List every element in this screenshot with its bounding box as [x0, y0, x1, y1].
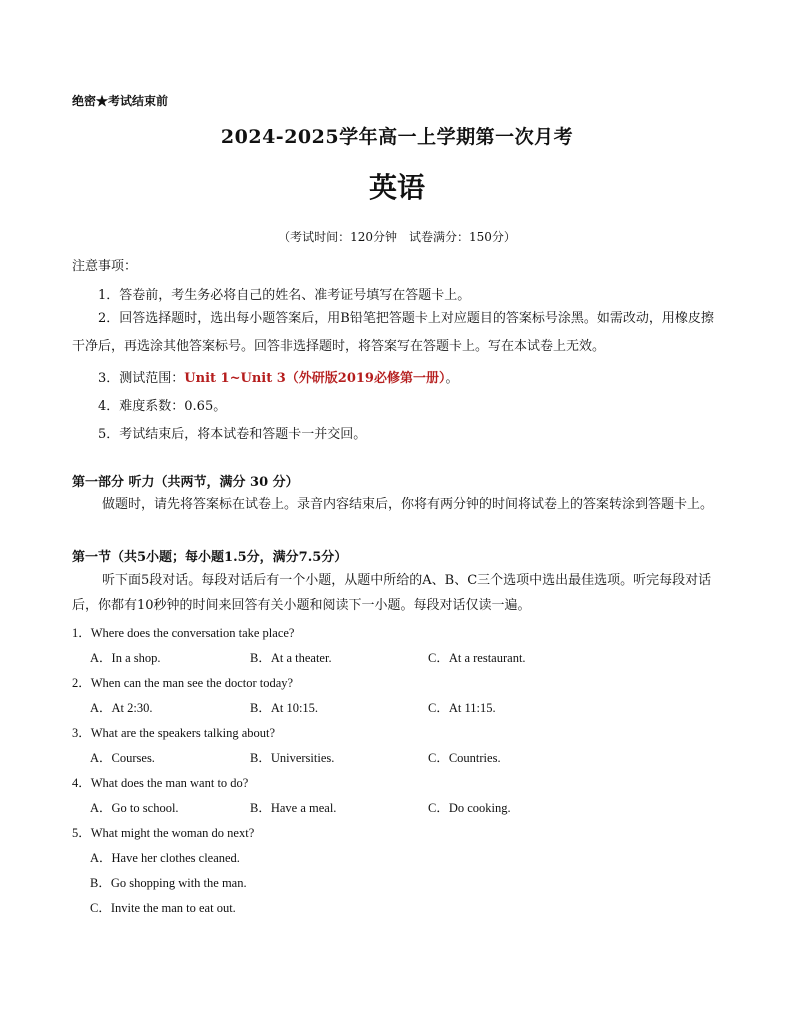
subject-title: 英语: [368, 171, 425, 204]
note-5: 5．考试结束后，将本试卷和答题卡一并交回。: [98, 427, 367, 442]
q2-option-c: C．At 11:15.: [428, 701, 496, 715]
section1-intro: 听下面5段对话。每段对话后有一个小题，从题中所给的A、B、C三个选项中选出最佳选项。听完每段对话后，你都有10秒钟的时间来回答有关小题和阅读下一小题。每段对话仅读一遍。: [72, 573, 712, 613]
q4-option-c: C．Do cooking.: [428, 801, 511, 815]
exam-meta: （考试时间：120分钟 试卷满分：150分）: [278, 230, 516, 244]
question-3: 3．What are the speakers talking about?: [72, 726, 276, 740]
q4-option-a: A．Go to school.: [90, 801, 179, 815]
part1-intro: 做题时，请先将答案标在试卷上。录音内容结束后，你将有两分钟的时间将试卷上的答案转涂到答题卡上。: [102, 497, 714, 512]
notes-heading: 注意事项：: [72, 259, 138, 274]
question-5: 5．What might the woman do next?: [72, 826, 255, 840]
q2-option-a: A．At 2:30.: [90, 701, 153, 715]
note-2: 2．回答选择题时，选出每小题答案后，用B铅笔把答题卡上对应题目的答案标号涂黑。如需改动，用橡皮擦干净后，再选涂其他答案标号。回答非选择题时，将答案写在答题卡上。写在本试卷上无效。: [72, 311, 714, 354]
question-2: 2．When can the man see the doctor today?: [72, 676, 294, 690]
note-1: 1．答卷前，考生务必将自己的姓名、准考证号填写在答题卡上。: [98, 288, 471, 303]
q3-option-b: B．Universities.: [250, 751, 335, 765]
test-range: Unit 1~Unit 3（外研版2019必修第一册）: [184, 371, 446, 386]
q3-option-c: C．Countries.: [428, 751, 501, 765]
note-4: 4．难度系数：0.65。: [98, 399, 227, 414]
note-3-suffix: 。: [445, 371, 459, 386]
confidential-label: 绝密★考试结束前: [72, 94, 169, 108]
exam-title: 2024-2025学年高一上学期第一次月考: [220, 126, 574, 148]
q5-option-c: C．Invite the man to eat out.: [90, 901, 236, 915]
q3-option-a: A．Courses.: [90, 751, 155, 765]
section1-heading: 第一节（共5小题；每小题1.5分，满分7.5分）: [72, 550, 348, 565]
q2-option-b: B．At 10:15.: [250, 701, 319, 715]
question-4: 4．What does the man want to do?: [72, 776, 249, 790]
q5-option-b: B．Go shopping with the man.: [90, 876, 247, 890]
q4-option-b: B．Have a meal.: [250, 801, 337, 815]
q1-option-a: A．In a shop.: [90, 651, 161, 665]
q1-option-b: B．At a theater.: [250, 651, 332, 665]
note-3-prefix: 3．测试范围：: [98, 371, 185, 386]
question-1: 1．Where does the conversation take place?: [72, 626, 295, 640]
note-3: [98, 367, 458, 386]
q1-option-c: C．At a restaurant.: [428, 651, 526, 665]
part1-heading: 第一部分 听力（共两节，满分 30 分）: [72, 475, 299, 490]
q5-option-a: A．Have her clothes cleaned.: [90, 851, 240, 865]
